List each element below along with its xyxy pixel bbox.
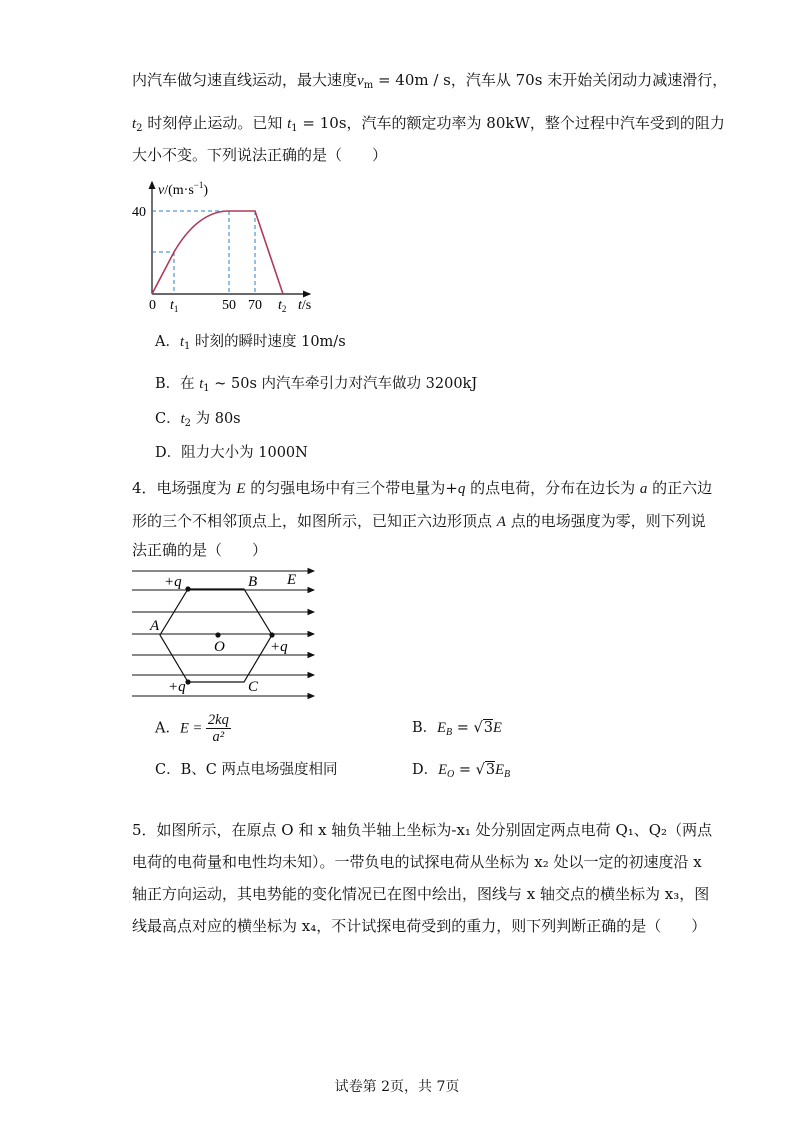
hexagon-field-figure <box>130 562 320 704</box>
q4-option-a: A．E = $\frac{2kq}{\text{a²}}$ <box>155 712 229 745</box>
label-c: C <box>248 679 259 695</box>
q4-line-3: 法正确的是（ ） <box>132 541 268 559</box>
page-footer: 试卷第 2页，共 7页 <box>334 1079 460 1095</box>
q3-option-a: A．$t_1$ 时刻的瞬时速度 10m/s <box>155 334 346 352</box>
x-axis-label: t/s <box>298 298 312 313</box>
label-plus-q-top: +q <box>164 574 182 590</box>
q3-option-b: B．在 $t_1$ ~ 50s 内汽车牵引力对汽车做功 3200kJ <box>155 376 478 394</box>
q4-option-c: C．B、C 两点电场强度相同 <box>155 762 338 778</box>
q5-line-1: 5．如图所示，在原点 O 和 x 轴负半轴上坐标为-x₁ 处分别固定两点电荷 Q₁、Q₂（两点 <box>132 821 713 839</box>
x-tick-70: 70 <box>248 298 262 313</box>
charge-top-dot <box>185 586 190 591</box>
y-axis-label: $v/(m\cdot s^{-1})$ <box>158 180 209 198</box>
label-b: B <box>248 574 258 590</box>
q3-line-3: 大小不变。下列说法正确的是（ ） <box>132 146 388 164</box>
velocity-time-graph <box>128 178 328 316</box>
label-e: E <box>287 572 297 588</box>
q3-option-d: D．阻力大小为 1000N <box>155 445 308 461</box>
q4-option-b: B．$E_B = √3E$ <box>412 720 502 738</box>
label-plus-q-right: +q <box>270 639 288 655</box>
x-tick-50: 50 <box>222 298 236 313</box>
origin-label: 0 <box>149 298 156 313</box>
center-o-dot <box>215 632 220 637</box>
charge-bottom-dot <box>185 679 190 684</box>
q4-option-c-label: C． <box>155 762 181 778</box>
q5-line-2: 电荷的电荷量和电性均未知）。一带负电的试探电荷从坐标为 x₂ 处以一定的初速度沿 x <box>132 853 702 871</box>
q3-line-2: $t_2$ 时刻停止运动。已知 $t_1 = 10s$，汽车的额定功率为 80kW，整个过程中汽车受到的阻力 <box>132 114 725 134</box>
label-o: O <box>214 639 225 655</box>
x-tick-t1: $t_1$ <box>170 298 179 314</box>
x-tick-t2: $t_2$ <box>278 298 287 314</box>
q3-line-1: 内汽车做匀速直线运动，最大速度$v_m = 40m / s$，汽车从 70s 末开始关闭动力减速滑行， <box>132 71 728 91</box>
label-a: A <box>150 618 160 634</box>
velocity-curve <box>152 211 283 294</box>
q3-option-c: C．$t_2$ 为 80s <box>155 411 241 429</box>
label-plus-q-bottom: +q <box>168 679 186 695</box>
q5-line-3: 轴正方向运动，其电势能的变化情况已在图中绘出，图线与 x 轴交点的横坐标为 x₃，图 <box>132 885 710 903</box>
fraction-2kq-over-a2: $\frac{2kq}{\text{a²}}$ <box>207 712 229 745</box>
q4-option-d: D．$E_O = √3E_B$ <box>412 762 511 780</box>
charge-right-dot <box>269 632 274 637</box>
q5-line-4: 线最高点对应的横坐标为 x₄，不计试探电荷受到的重力，则下列判断正确的是（ ） <box>132 917 707 935</box>
q4-line-1: 4．电场强度为 E 的匀强电场中有三个带电量为+q 的点电荷，分布在边长为 a 的正六边 <box>132 479 713 497</box>
y-tick-40: 40 <box>132 205 146 220</box>
q4-line-2: 形的三个不相邻顶点上，如图所示，已知正六边形顶点 A 点的电场强度为零，则下列说 <box>132 512 706 530</box>
